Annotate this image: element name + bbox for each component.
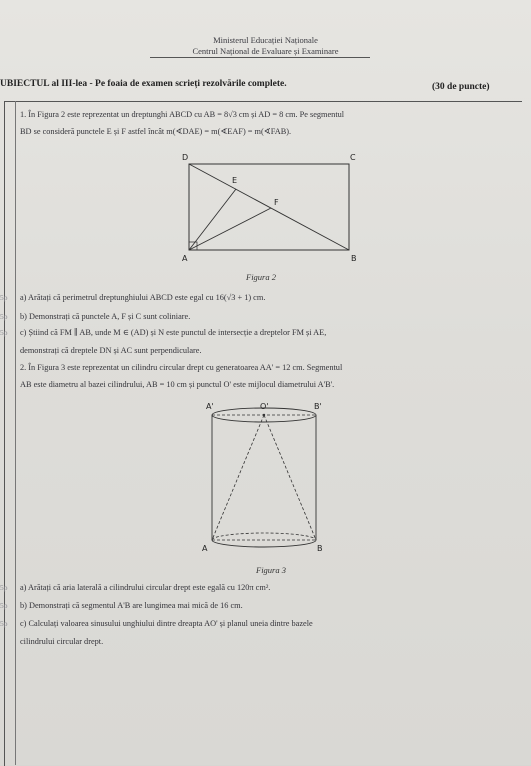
label-e: E (232, 176, 238, 185)
bottom-base-front (212, 540, 316, 547)
segment-o-prime-a (212, 415, 264, 540)
points-mark-2a: 5p (0, 583, 8, 592)
points-mark-1c: 5p (0, 328, 8, 337)
header-rule (150, 57, 370, 58)
figure-3-caption: Figura 3 (256, 565, 286, 575)
label-a-prime: A' (206, 402, 214, 411)
diagonal-bd (189, 164, 349, 250)
problem2-statement-line1: 2. În Figura 3 este reprezentat un cilindru circular drept cu generatoarea AA' = 12 cm. Segmentul (20, 363, 343, 372)
problem1-part-c-line2: demonstrați că dreptele DN și AC sunt perpendiculare. (20, 346, 202, 355)
problem2-part-a: a) Arătați că aria laterală a cilindrului circular drept este egală cu 120π cm². (20, 583, 271, 592)
problem1-statement-line1: 1. În Figura 2 este reprezentat un dreptunghi ABCD cu AB = 8√3 cm și AD = 8 cm. Pe segmentul (20, 110, 345, 119)
label-d: D (182, 153, 189, 162)
figure-2-caption: Figura 2 (246, 272, 276, 282)
label-a: A (182, 254, 188, 263)
label-a-bottom: A (202, 544, 208, 553)
problem2-part-b: b) Demonstrați că segmentul A'B are lungimea mai mică de 16 cm. (20, 601, 243, 610)
point-o-prime (263, 414, 265, 416)
segment-af (189, 208, 271, 250)
points-mark-2b: 5p (0, 601, 8, 610)
label-b: B (351, 254, 357, 263)
problem2-part-c-line2: cilindrului circular drept. (20, 637, 104, 646)
segment-o-prime-b (264, 415, 316, 540)
problem2-part-c-line1: c) Calculați valoarea sinusului unghiului dintre dreapta AO' și planul uneia dintre bazele (20, 619, 313, 628)
center-header: Centrul Național de Evaluare și Examinare (192, 46, 339, 56)
figure-3-cylinder (200, 398, 330, 563)
label-b-bottom: B (317, 544, 323, 553)
problem1-statement-line2: BD se consideră punctele E și F astfel încât m(∢DAE) = m(∢EAF) = m(∢FAB). (20, 127, 292, 136)
points-mark-2c: 5p (0, 619, 8, 628)
problem1-part-b: b) Demonstrați că punctele A, F și C sunt coliniare. (20, 312, 191, 321)
points-margin-line (15, 101, 16, 765)
subject-points: (30 de puncte) (432, 82, 490, 92)
points-mark-1b: 5p (0, 312, 8, 321)
label-f: F (274, 198, 279, 207)
ministry-header: Ministerul Educației Naționale (213, 35, 318, 45)
problem1-part-a: a) Arătați că perimetrul dreptunghiului ABCD este egal cu 16(√3 + 1) cm. (20, 293, 266, 302)
label-c: C (350, 153, 356, 162)
label-o-prime: O' (260, 402, 269, 411)
segment-ae (189, 189, 236, 250)
subject-title: UBIECTUL al III-lea - Pe foaia de examen scrieți rezolvările complete. (0, 79, 287, 89)
bottom-base-back (212, 533, 316, 540)
problem1-part-c-line1: c) Știind că FM ∥ AB, unde M ∈ (AD) și N este punctul de intersecție a dreptelor FM și AE, (20, 328, 327, 337)
label-b-prime: B' (314, 402, 322, 411)
problem2-statement-line2: AB este diametru al bazei cilindrului, AB = 10 cm și punctul O' este mijlocul diametrului A'B'. (20, 380, 335, 389)
figure-2-rectangle (180, 150, 370, 265)
points-mark-1a: 5p (0, 293, 8, 302)
